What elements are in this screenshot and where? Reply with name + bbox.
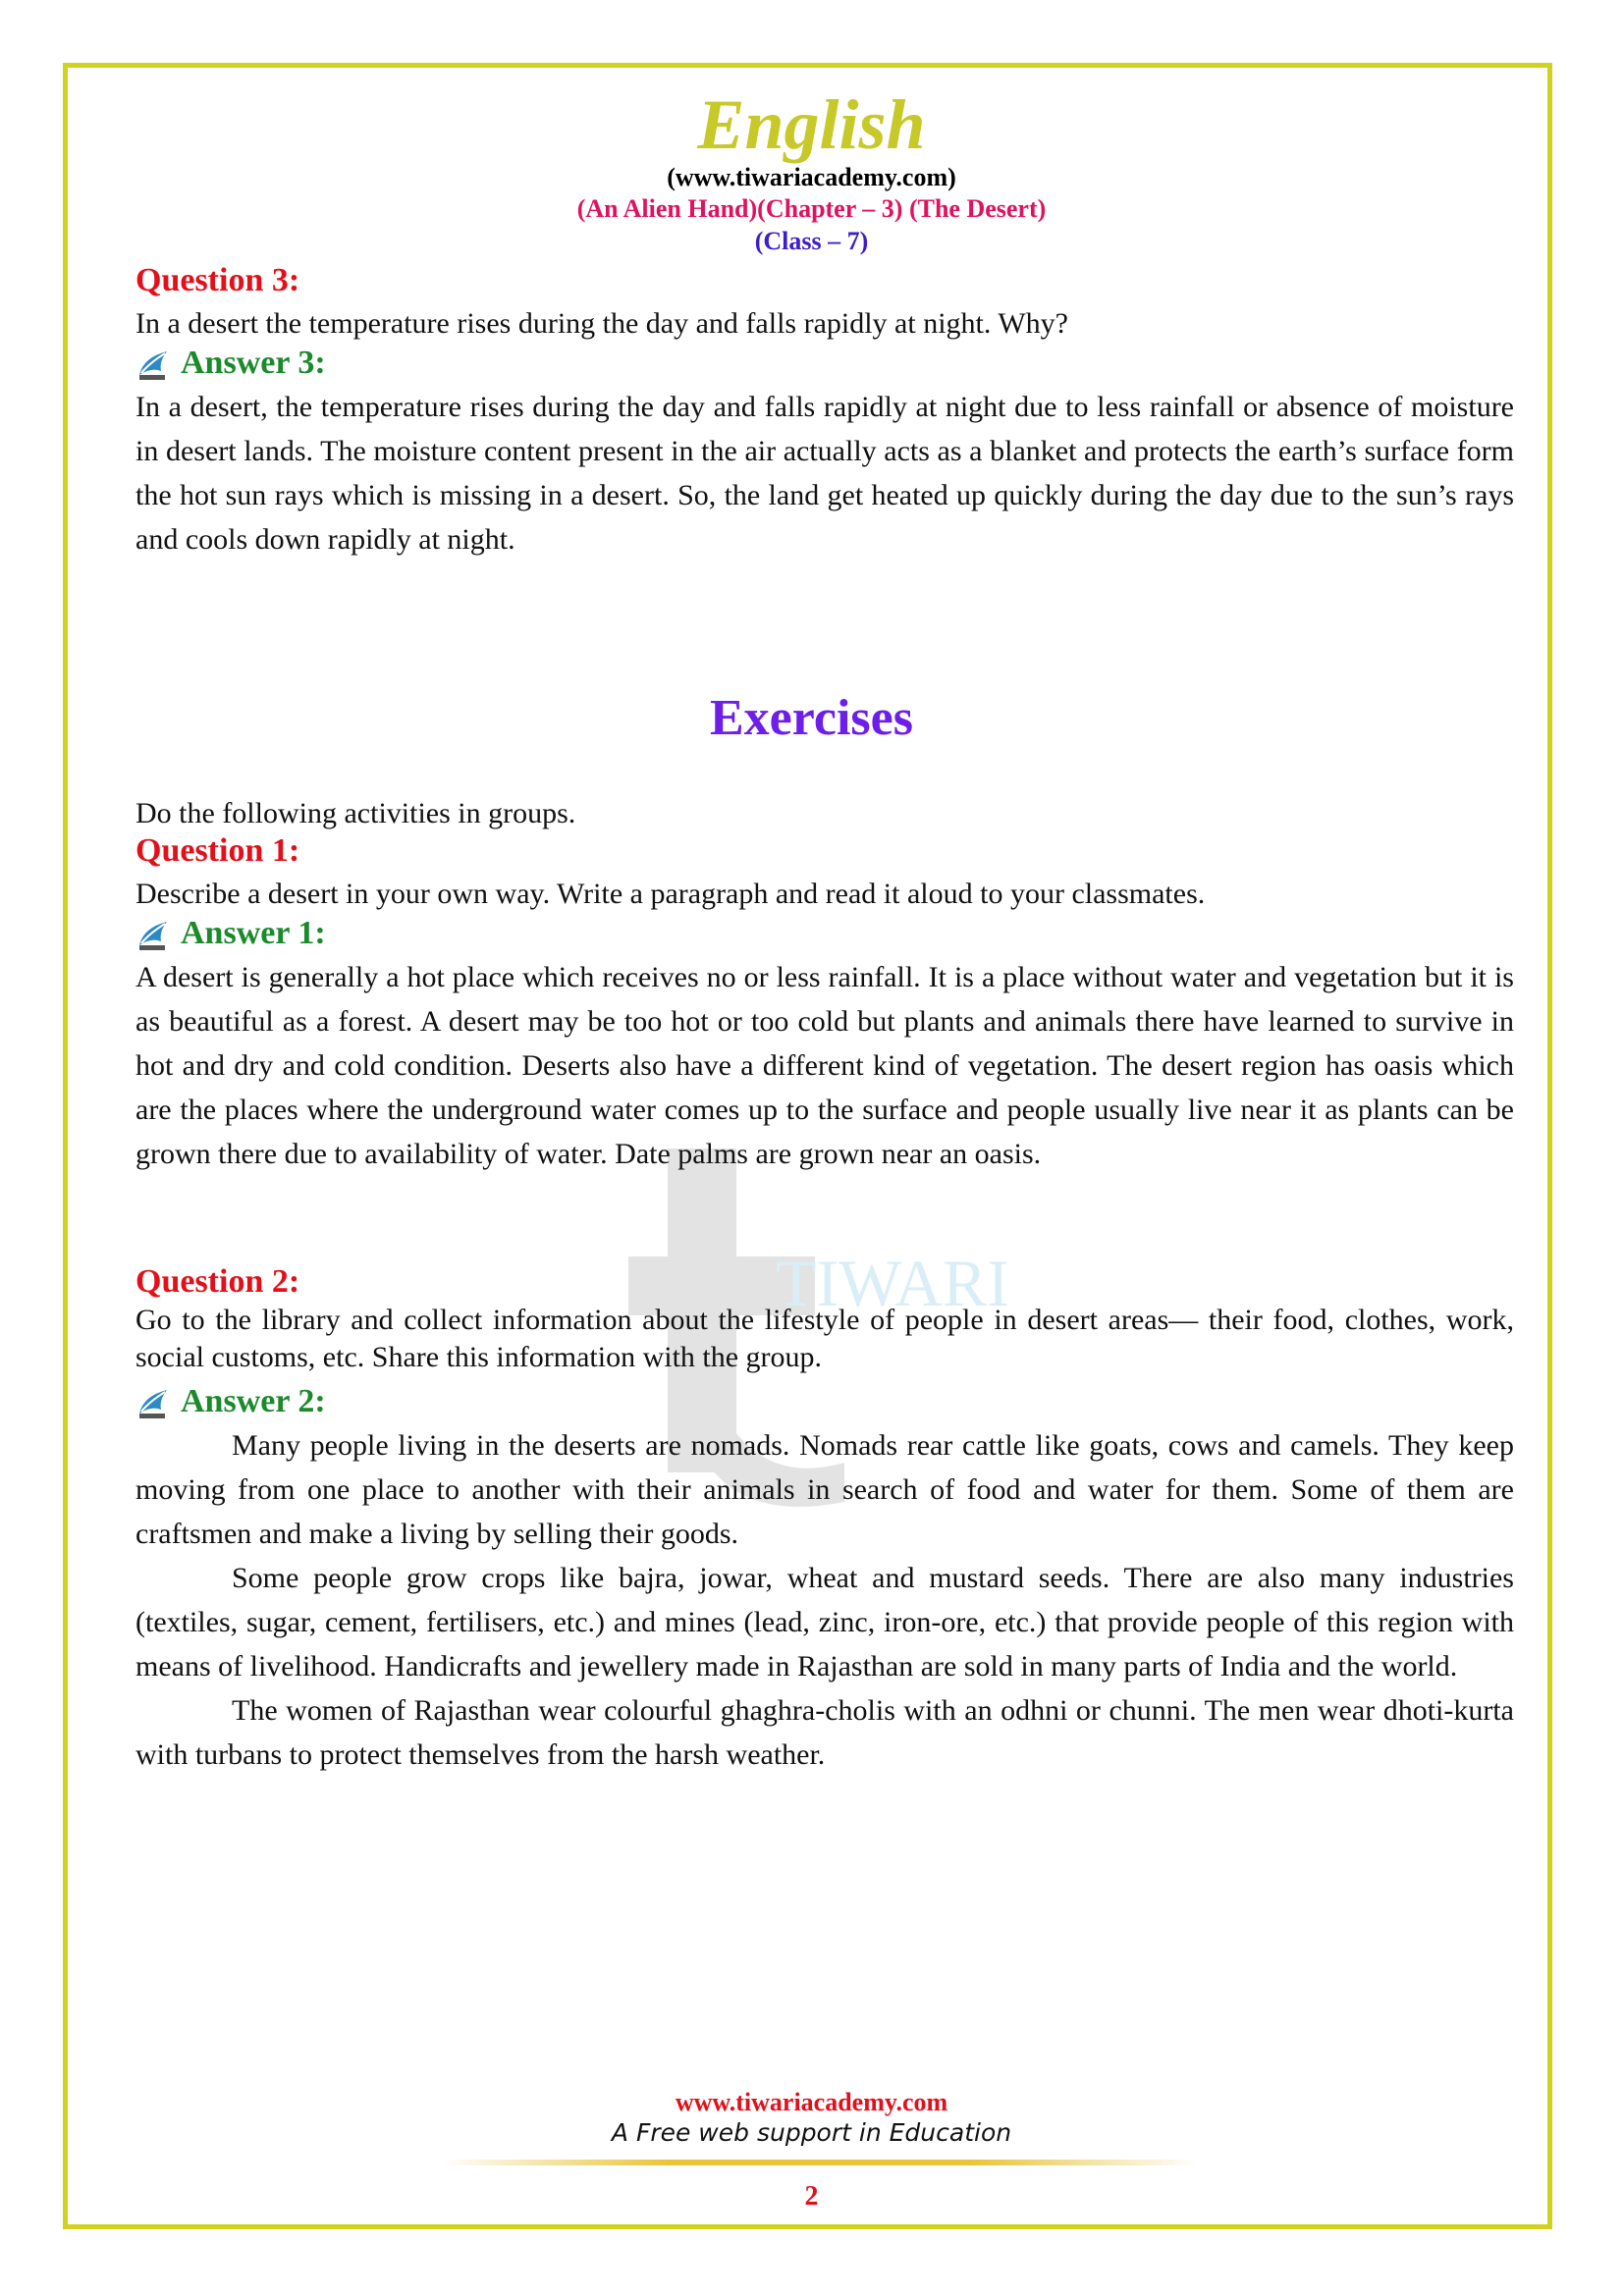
exercises-heading: Exercises — [710, 690, 913, 746]
answer-2-paragraph-1: Many people living in the deserts are nomads. Nomads rear cattle like goats, cows and camels. They keep moving from one place to another with their animals in search of food and water for them. Some of them are craftsmen and make a living by selling their goods. — [135, 1429, 1514, 1550]
question-2-text: Go to the library and collect information about the lifestyle of people in desert areas— their food, clothes, work, social customs, etc. Share this information with the group. — [135, 1304, 1514, 1373]
question-1-label: Question 1: — [135, 832, 300, 869]
exercises-intro: Do the following activities in groups. — [135, 797, 576, 829]
answer-3-heading — [135, 344, 326, 383]
watermark-text: TIWARI — [776, 1246, 1009, 1320]
question-3-label: Question 3: — [135, 262, 300, 298]
answer-3-text: In a desert, the temperature rises during the day and falls rapidly at night due to less rainfall or absence of moisture in desert lands. The moisture content present in the air actually acts as a blanket and protects the earth’s surface form the hot sun rays which is missing in a desert. So, the land get heated up quickly during the day due to the sun’s rays and cools down rapidly at night. — [135, 391, 1514, 556]
footer-divider — [442, 2160, 1198, 2165]
answer-1-text: A desert is generally a hot place which receives no or less rainfall. It is a place without water and vegetation but it is as beautiful as a forest. A desert may be too hot or too cold but plants and animals there have learned to survive in hot and dry and cold condition. Deserts also have a different kind of vegetation. The desert region has oasis which are the places where the underground water comes up to the surface and people usually live near it as plants can be grown there due to availability of water. Date palms are grown near an oasis. — [135, 961, 1514, 1170]
tiwari-logo-icon — [135, 920, 171, 951]
answer-2-heading — [135, 1382, 326, 1421]
question-2-label: Question 2: — [135, 1263, 300, 1300]
subject-title: English — [697, 85, 926, 164]
answer-2-body — [135, 1423, 1514, 1777]
tiwari-logo-icon — [135, 1388, 171, 1419]
tiwari-logo-icon — [135, 349, 171, 381]
answer-2-label: Answer 2: — [181, 1383, 326, 1419]
chapter-line: (An Alien Hand)(Chapter – 3) (The Desert) — [576, 194, 1047, 223]
header-website: (www.tiwariacademy.com) — [667, 163, 956, 191]
footer-website: www.tiwariacademy.com — [675, 2088, 948, 2116]
page-number: 2 — [804, 2181, 819, 2212]
answer-2-paragraph-3: The women of Rajasthan wear colourful ghaghra-cholis with an odhni or chunni. The men wear dhoti-kurta with turbans to protect themselves from the harsh weather. — [135, 1694, 1514, 1771]
class-line: (Class – 7) — [754, 227, 869, 255]
footer-tagline: A Free web support in Education — [611, 2118, 1012, 2147]
question-1-text: Describe a desert in your own way. Write a paragraph and read it aloud to your classmates. — [135, 878, 1206, 910]
answer-1-heading — [135, 914, 326, 953]
answer-1-label: Answer 1: — [181, 915, 326, 951]
question-3-text: In a desert the temperature rises during the day and falls rapidly at night. Why? — [135, 307, 1068, 340]
answer-2-paragraph-2: Some people grow crops like bajra, jowar, wheat and mustard seeds. There are also many industries (textiles, sugar, cement, fertilisers, etc.) and mines (lead, zinc, iron-ore, etc.) that provide people of this region with means of livelihood. Handicrafts and jewellery made in Rajasthan are sold in many parts of India and the world. — [135, 1562, 1514, 1682]
answer-3-label: Answer 3: — [181, 345, 326, 381]
